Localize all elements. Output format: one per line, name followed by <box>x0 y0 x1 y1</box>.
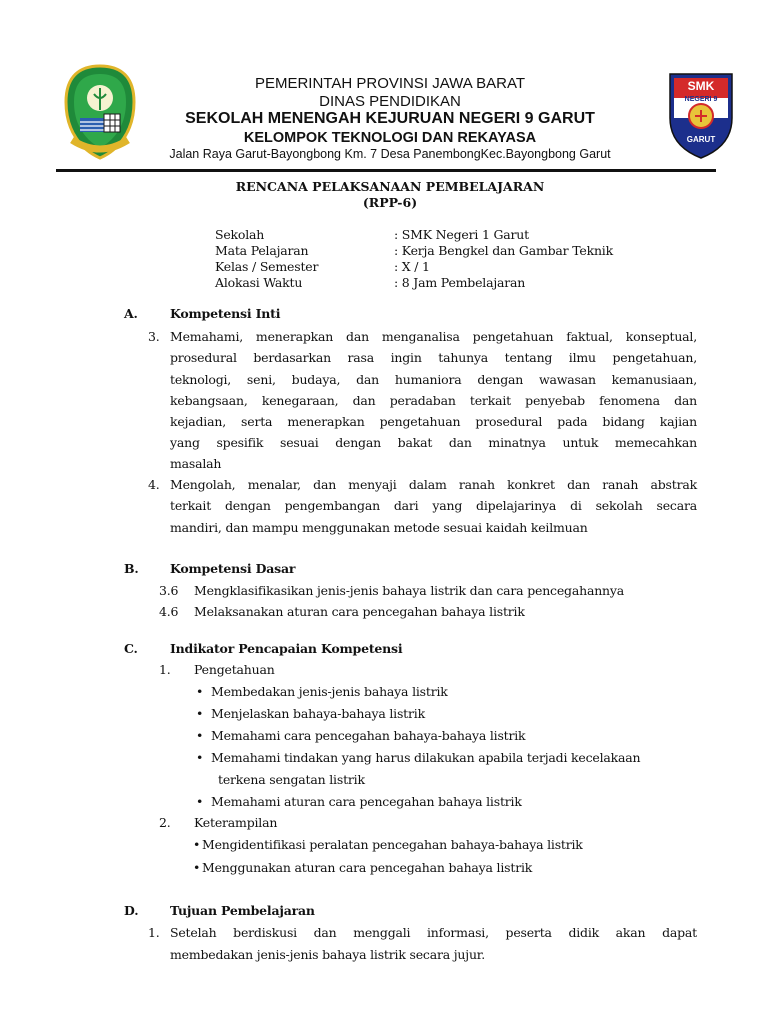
identity-value: : X / 1 <box>394 259 430 274</box>
paragraph-line: yang spesifik sesuai dengan bakat dan minatnya untuk memecahkan <box>170 435 697 450</box>
paragraph-line: mandiri, dan mampu menggunakan metode sesuai kaidah keilmuan <box>170 520 588 535</box>
section-title: Kompetensi Dasar <box>170 561 296 576</box>
paragraph-line: Setelah berdiskusi dan menggali informasi, peserta didik akan dapat <box>170 925 697 940</box>
bullet-text: Mengidentifikasi peralatan pencegahan bahaya-bahaya listrik <box>202 837 583 852</box>
list-number: 2. <box>159 815 171 830</box>
paragraph-line: kebangsaan, kenegaraan, dan peradaban terkait penyebab fenomena dan <box>170 393 697 408</box>
bullet: • <box>196 750 204 765</box>
identity-value: : 8 Jam Pembelajaran <box>394 275 526 290</box>
smk-logo-mid-text: NEGERI 9 <box>684 96 718 103</box>
paragraph-line: kejadian, serta menerapkan pengetahuan prosedural pada bidang kajian <box>170 414 697 429</box>
paragraph-line: Memahami, menerapkan dan menganalisa pengetahuan faktual, konseptual, <box>170 329 697 344</box>
paragraph-line: teknologi, seni, budaya, dan humaniora dengan wawasan kemanusiaan, <box>170 372 697 387</box>
bullet: • <box>193 860 201 875</box>
header-line-dinas: DINAS PENDIDIKAN <box>319 93 461 110</box>
subsection-title: Keterampilan <box>194 815 278 830</box>
list-number: 4.6 <box>159 604 179 619</box>
paragraph-line: masalah <box>170 456 222 471</box>
bullet: • <box>193 837 201 852</box>
bullet-text: Menjelaskan bahaya-bahaya listrik <box>211 706 425 721</box>
subsection-title: Pengetahuan <box>194 662 275 677</box>
list-number: 4. <box>148 477 160 492</box>
list-number: 3.6 <box>159 583 179 598</box>
list-item: Melaksanakan aturan cara pencegahan bahaya listrik <box>194 604 525 619</box>
section-title: Tujuan Pembelajaran <box>170 903 315 918</box>
section-title: Kompetensi Inti <box>170 306 281 321</box>
section-letter: D. <box>124 903 139 918</box>
section-letter: A. <box>124 306 138 321</box>
section-letter: C. <box>124 641 138 656</box>
header-address: Jalan Raya Garut-Bayongbong Km. 7 Desa PanembongKec.Bayongbong Garut <box>169 147 611 161</box>
bullet-text: Memahami cara pencegahan bahaya-bahaya listrik <box>211 728 526 743</box>
bullet: • <box>196 706 204 721</box>
smk-logo-bottom-text: GARUT <box>686 135 716 144</box>
bullet-text: Memahami aturan cara pencegahan bahaya listrik <box>211 794 522 809</box>
bullet: • <box>196 728 204 743</box>
list-number: 3. <box>148 329 160 344</box>
paragraph-line: membedakan jenis-jenis bahaya listrik secara jujur. <box>170 947 485 962</box>
bullet: • <box>196 684 204 699</box>
paragraph-line: terkait dengan pengembangan dari yang dipelajarinya di sekolah secara <box>170 498 697 513</box>
header-line-province: PEMERINTAH PROVINSI JAWA BARAT <box>254 75 526 92</box>
identity-label: Mata Pelajaran <box>215 243 309 258</box>
paragraph-line: prosedural berdasarkan rasa ingin tahunya tentang ilmu pengetahuan, <box>170 350 697 365</box>
list-item: Mengklasifikasikan jenis-jenis bahaya listrik dan cara pencegahannya <box>194 583 625 598</box>
identity-label: Sekolah <box>215 227 265 242</box>
identity-value: : Kerja Bengkel dan Gambar Teknik <box>394 243 613 258</box>
section-title: Indikator Pencapaian Kompetensi <box>170 641 403 656</box>
header-divider <box>56 169 716 172</box>
west-java-crest-logo <box>62 62 138 162</box>
list-number: 1. <box>159 662 171 677</box>
header-school-name: SEKOLAH MENENGAH KEJURUAN NEGERI 9 GARUT <box>185 110 595 127</box>
paragraph-line: Mengolah, menalar, dan menyaji dalam ranah konkret dan ranah abstrak <box>170 477 697 492</box>
bullet-text: Membedakan jenis-jenis bahaya listrik <box>211 684 448 699</box>
document-title: RENCANA PELAKSANAAN PEMBELAJARAN <box>235 179 545 194</box>
identity-label: Alokasi Waktu <box>215 275 303 290</box>
identity-label: Kelas / Semester <box>215 259 319 274</box>
bullet-text: Memahami tindakan yang harus dilakukan apabila terjadi kecelakaan <box>211 750 641 765</box>
bullet-text: Menggunakan aturan cara pencegahan bahaya listrik <box>202 860 533 875</box>
section-letter: B. <box>124 561 139 576</box>
smk-logo-top-text: SMK <box>687 79 715 93</box>
list-number: 1. <box>148 925 160 940</box>
identity-value: : SMK Negeri 1 Garut <box>394 227 529 242</box>
document-subtitle: (RPP-6) <box>362 195 418 210</box>
header-group: KELOMPOK TEKNOLOGI DAN REKAYASA <box>243 130 537 146</box>
bullet-text-continuation: terkena sengatan listrik <box>218 772 365 787</box>
bullet: • <box>196 794 204 809</box>
smk-negeri-9-logo <box>666 68 736 160</box>
